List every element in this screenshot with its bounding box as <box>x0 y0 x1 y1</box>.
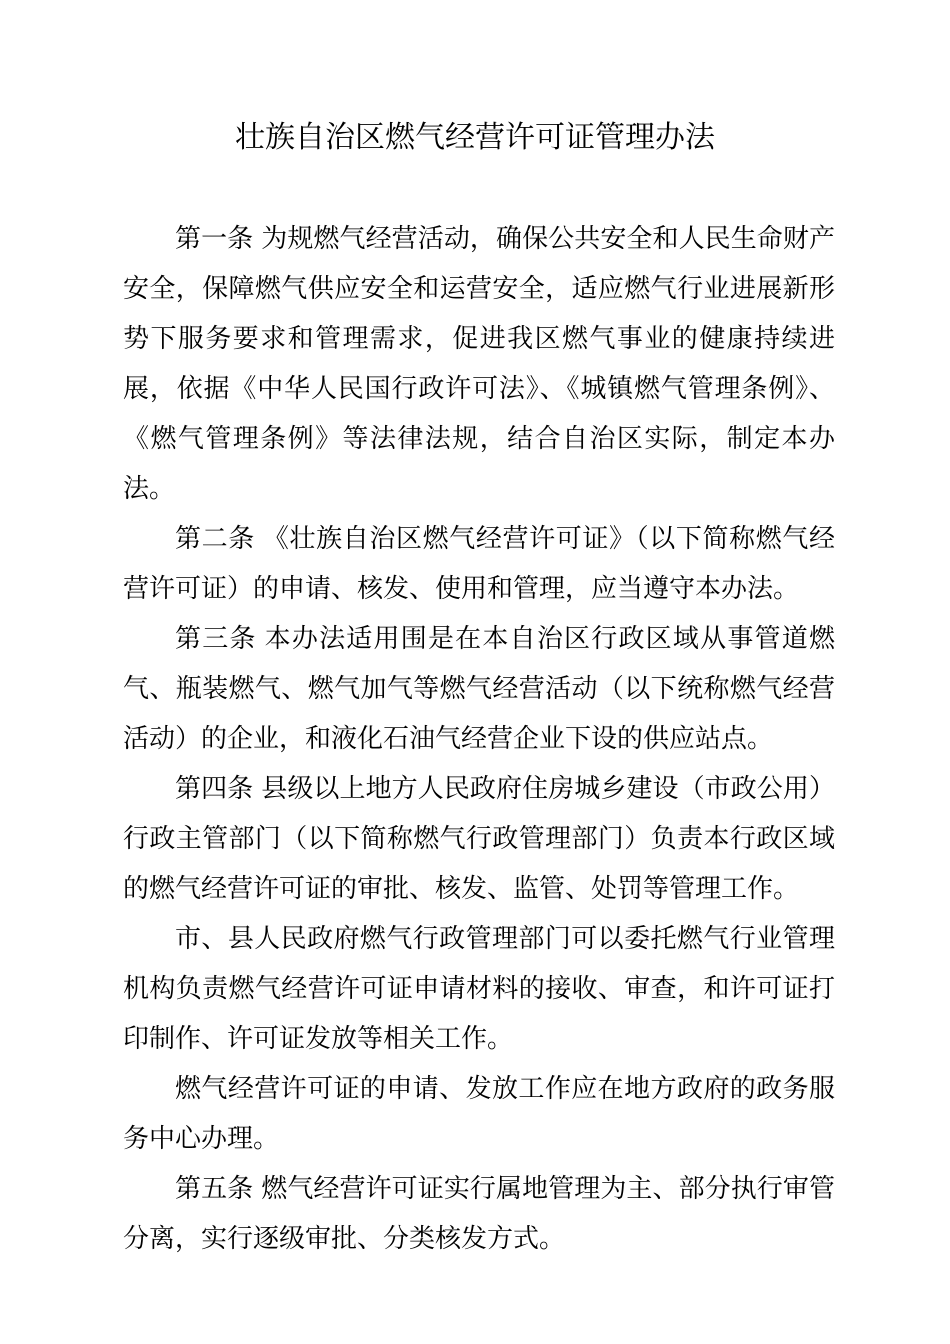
paragraph-text: 本办法适用围是在本自治区行政区域从事管道燃气、瓶装燃气、燃气加气等燃气经营活动（以下统称燃气经营活动）的企业，和液化石油气经营企业下设的供应站点。 <box>123 624 835 754</box>
paragraph-text: 燃气经营许可证的申请、发放工作应在地方政府的政务服务中心办理。 <box>123 1074 835 1154</box>
article-number: 第一条 <box>175 224 254 254</box>
paragraph-text: 《壮族自治区燃气经营许可证》（以下简称燃气经营许可证）的申请、核发、使用和管理，应当遵守本办法。 <box>123 524 835 604</box>
paragraph-article-3 <box>123 614 835 764</box>
paragraph-article-2 <box>123 514 835 614</box>
paragraph-article-4-clause-2 <box>123 914 835 1064</box>
paragraph-article-5 <box>123 1164 835 1264</box>
document-title: 壮族自治区燃气经营许可证管理办法 <box>235 120 715 155</box>
article-number: 第二条 <box>175 524 255 554</box>
document-body <box>123 214 835 1264</box>
paragraph-text: 燃气经营许可证实行属地管理为主、部分执行审管分离，实行逐级审批、分类核发方式。 <box>123 1174 835 1254</box>
paragraph-text: 县级以上地方人民政府住房城乡建设（市政公用）行政主管部门（以下简称燃气行政管理部门）负责本行政区域的燃气经营许可证的审批、核发、监管、处罚等管理工作。 <box>123 774 835 904</box>
paragraph-article-4-clause-3 <box>123 1064 835 1164</box>
paragraph-text: 为规燃气经营活动，确保公共安全和人民生命财产安全，保障燃气供应安全和运营安全，适应燃气行业进展新形势下服务要求和管理需求，促进我区燃气事业的健康持续进展，依据《中华人民国行政许可法》、《城镇燃气管理条例》、《燃气管理条例》等法律法规，结合自治区实际，制定本办法。 <box>123 224 835 504</box>
article-number: 第三条 <box>175 624 257 654</box>
article-number: 第四条 <box>175 774 254 804</box>
article-number: 第五条 <box>175 1174 254 1204</box>
paragraph-article-1 <box>123 214 835 514</box>
paragraph-article-4 <box>123 764 835 914</box>
paragraph-text: 市、县人民政府燃气行政管理部门可以委托燃气行业管理机构负责燃气经营许可证申请材料的接收、审查，和许可证打印制作、许可证发放等相关工作。 <box>123 924 835 1054</box>
